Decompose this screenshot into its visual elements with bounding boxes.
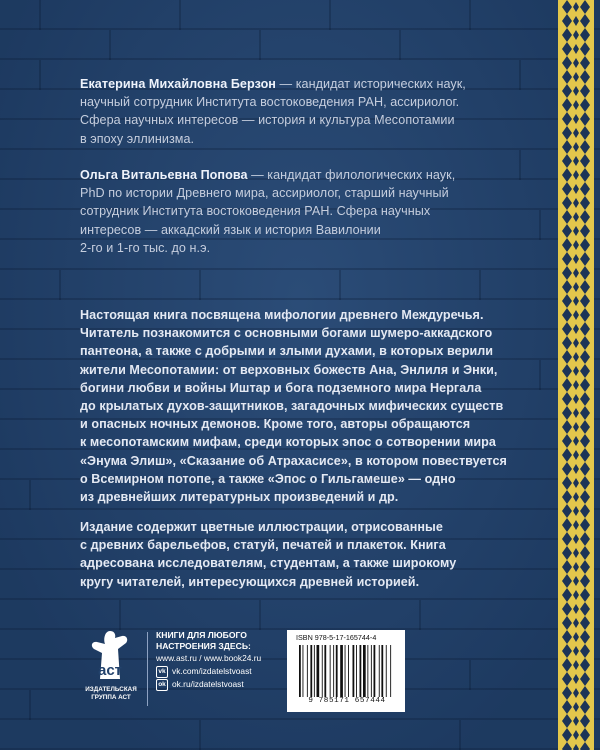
barcode-bar <box>379 645 380 697</box>
description-line: Настоящая книга посвящена мифологии древнего Междуречья. <box>80 308 484 322</box>
barcode-bar <box>317 645 320 697</box>
author-bio-berzon <box>80 75 510 148</box>
barcode-bar <box>353 645 355 697</box>
barcode-bar <box>340 645 343 697</box>
promo-line: КНИГИ ДЛЯ ЛЮБОГО <box>156 630 247 640</box>
vk-link[interactable]: vk.com/izdatelstvoast <box>172 666 252 677</box>
promo-heading <box>156 630 251 652</box>
description-line: до крылатых духов-защитников, загадочных мифических существ <box>80 399 504 414</box>
divider <box>147 632 148 706</box>
description-line: Читатель познакомится с основными богами шумеро-аккадского <box>80 326 493 341</box>
edition-line: с древних барельефов, статуй, печатей и плакеток. Книга <box>80 538 446 553</box>
bio-line: — кандидат исторических наук, <box>275 77 466 91</box>
book-description <box>80 306 535 506</box>
publisher-name <box>76 686 146 702</box>
description-line: из древнейших литературных произведений и др. <box>80 490 399 505</box>
bio-line: в эпоху эллинизма. <box>80 131 195 146</box>
barcode-bar <box>363 645 366 697</box>
publisher-name-line: ИЗДАТЕЛЬСКАЯ <box>85 686 137 693</box>
bio-line: PhD по истории Древнего мира, ассириолог, старший научный <box>80 186 449 201</box>
barcode-bar <box>345 645 346 697</box>
isbn-label: ISBN 978-5-17-165744-4 <box>296 633 377 642</box>
barcode-bar <box>324 645 326 697</box>
edition-line: Издание содержит цветные иллюстрации, отрисованные <box>80 520 443 534</box>
barcode-bar <box>371 645 372 697</box>
barcode-bar <box>386 645 387 697</box>
barcode-bar <box>322 645 323 697</box>
description-line: «Энума Элиш», «Сказание об Атрахасисе», в котором повествуется <box>80 453 507 468</box>
barcode-bar <box>356 645 357 697</box>
edition-line: кругу читателей, интересующихся древней историей. <box>80 574 420 589</box>
ok-icon: ok <box>156 679 168 691</box>
barcode-bar <box>374 645 376 697</box>
edition-line: адресована исследователям, студентам, а также широкому <box>80 556 457 571</box>
description-line: к месопотамским мифам, среди которых эпос о сотворении мира <box>80 435 496 450</box>
bio-line: — кандидат филологических наук, <box>247 168 456 182</box>
decorative-border <box>558 0 594 750</box>
barcode-bar <box>314 645 315 697</box>
author-name: Екатерина Михайловна Берзон <box>80 77 276 91</box>
description-line: о Всемирном потопе, а также «Эпос о Гильгамеше» — одно <box>80 471 456 486</box>
author-name: Ольга Витальевна Попова <box>80 168 248 182</box>
website-link[interactable]: www.ast.ru / www.book24.ru <box>156 653 262 663</box>
barcode-bar <box>348 645 349 697</box>
publisher-name-line: ГРУППА АСТ <box>91 694 131 701</box>
barcode-bar <box>360 645 362 697</box>
description-line: богини любви и войны Иштар и бога подземного мира Нергала <box>80 380 482 395</box>
description-line: жители Месопотамии: от верховных божеств Ана, Энлиля и Энки, <box>80 362 498 377</box>
bio-line: Сфера научных интересов — история и культура Месопотамии <box>80 113 455 128</box>
author-bio-popova <box>80 166 510 257</box>
barcode-number: 9 785171 657444 <box>308 697 386 705</box>
bio-line: 2-го и 1-го тыс. до н.э. <box>80 240 211 255</box>
vk-icon: vk <box>156 666 168 678</box>
barcode-bar <box>330 645 331 697</box>
barcode-bar <box>303 645 304 697</box>
bio-line: сотрудник Института востоковедения РАН. Сфера научных <box>80 204 431 219</box>
barcode-bar <box>307 645 308 697</box>
barcode-icon <box>298 645 398 697</box>
bio-line: интересов — аккадский язык и история Вавилонии <box>80 222 381 237</box>
edition-note <box>80 518 535 591</box>
barcode-bar <box>310 645 312 697</box>
bio-line: научный сотрудник Института востоковедения РАН, ассириолог. <box>80 95 460 110</box>
publisher-links <box>156 652 261 692</box>
description-line: пантеона, а также с добрыми и злыми духами, в которых верили <box>80 344 494 359</box>
barcode-bar <box>381 645 383 697</box>
barcode-bar <box>333 645 334 697</box>
promo-line: НАСТРОЕНИЯ ЗДЕСЬ: <box>156 641 251 651</box>
barcode-bar <box>390 645 391 697</box>
logo-text: аст <box>97 662 123 679</box>
barcode-bar <box>336 645 338 697</box>
barcode-bar <box>299 645 301 697</box>
ok-link[interactable]: ok.ru/izdatelstvoast <box>172 679 244 690</box>
description-line: и опасных ночных демонов. Кроме того, авторы обращаются <box>80 417 471 432</box>
barcode-bar <box>367 645 368 697</box>
